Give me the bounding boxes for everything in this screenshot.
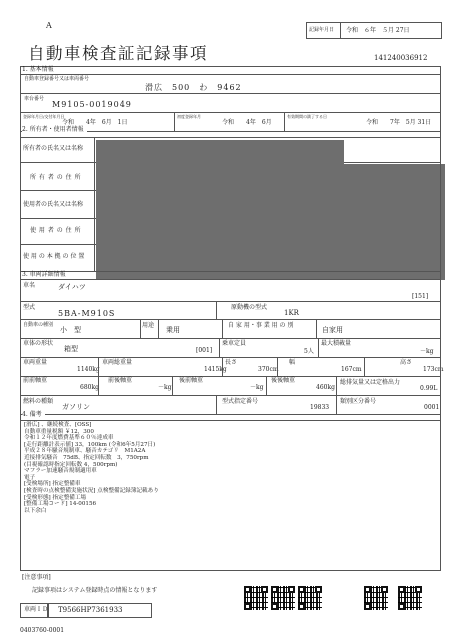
engine-type-label: 原動機の型式 (231, 304, 268, 311)
max-load-label: 最大積載量 (321, 340, 352, 347)
registration-number-value: 滑広 500 わ 9462 (145, 83, 242, 92)
chassis-number-value: M9105-0019049 (52, 100, 132, 109)
body-shape-value: 箱型 (64, 345, 78, 353)
remarks-line: 電子 (24, 474, 36, 481)
base-location-label: 使 用 の 本 拠 の 位 置 (23, 253, 85, 260)
qr-code-icon (298, 586, 322, 610)
remarks-line: 近接排気騒音 75dB、指定回転数 3，750rpm (24, 454, 149, 461)
user-name-label: 使用者の氏名又は名称 (23, 201, 84, 208)
page-title: 自動車検査証記録事項 (28, 44, 208, 63)
capacity-label: 乗車定員 (222, 340, 247, 347)
model-value: 5BA-M910S (58, 309, 116, 318)
remarks-block (24, 422, 159, 514)
remarks-line: [受検形態] 指定整備工場 (24, 494, 87, 501)
remarks-line: 以下余白 (24, 507, 47, 514)
use-label: 用途 (142, 322, 155, 329)
expiry-label: 有効期間の満了する日 (287, 114, 327, 119)
qr-code-icon (244, 586, 268, 610)
header-mark: A (46, 21, 52, 30)
remarks-line: [検査時の点検整備実施状況] 点検整備記録簿記載あり (24, 487, 159, 494)
rear-rear-axle-label: 後後軸重 (271, 377, 296, 384)
body-shape-code: [001] (196, 347, 213, 354)
body-shape-label: 車体の形状 (23, 340, 54, 347)
height-label: 高さ (400, 359, 413, 366)
notes-label: [注意事項] (22, 574, 51, 581)
remarks-line: 自動車重量税額 ￥12，300 (24, 428, 94, 435)
capacity-value: 5人 (304, 348, 314, 355)
vehicle-kind-label: 自動車の種別 (23, 322, 54, 328)
type-designation-label: 型式指定番号 (222, 398, 259, 405)
remarks-line: 平成２８年騒音規制車、騒音カテゴリ M1A2A (24, 448, 146, 455)
vehicle-kind-value: 小 型 (60, 326, 81, 334)
displacement-label: 総排気量又は定格出力 (340, 379, 401, 386)
record-date-value: 令和 ６年 ５月 27日 (346, 27, 410, 34)
qr-code-icon (398, 586, 422, 610)
front-front-axle-value: 680kg (80, 384, 99, 391)
maker-label: 車名 (23, 282, 36, 289)
height-value: 173cm (423, 366, 444, 373)
section-vehicle-heading: 3. 車両詳細情報 (22, 272, 69, 278)
private-business-label: 自 家 用・事 業 用 の 別 (228, 322, 294, 329)
owner-address-label: 所 有 者 の 住 所 (30, 174, 82, 181)
section-basic-heading: 1. 基本情報 (22, 66, 54, 73)
qr-code-icon (271, 586, 295, 610)
record-date-label: 記録年月日 (309, 27, 335, 33)
classification-value: 0001 (424, 404, 440, 411)
redaction-owner-name (96, 140, 344, 164)
fuel-type-value: ガソリン (62, 403, 90, 411)
redaction-owner-user-details (96, 164, 445, 280)
remarks-line: [受検場所] 指定整備車 (24, 481, 81, 488)
car-id-value: T9566HP7361933 (58, 606, 123, 614)
remarks-line: [整備工場コード] 14-00156 (24, 501, 97, 508)
gross-weight-label: 車両総重量 (102, 359, 133, 366)
maker-value: ダイハツ (58, 283, 86, 291)
front-front-axle-label: 前前軸重 (23, 377, 48, 384)
qr-code-icon (364, 586, 388, 610)
rear-rear-axle-value: 460kg (316, 384, 335, 391)
gross-weight-value: 1415kg (204, 366, 227, 373)
maker-code: [151] (412, 293, 429, 300)
model-label: 型式 (23, 304, 36, 311)
first-registration-label: 登録年月日/交付年月日 (23, 114, 65, 119)
fuel-type-label: 燃料の種類 (23, 398, 54, 405)
classification-label: 類別区分番号 (340, 398, 377, 405)
front-rear-axle-label: 前後軸重 (108, 377, 133, 384)
displacement-value: 0.99L (420, 385, 438, 392)
width-value: 167cm (341, 366, 362, 373)
vehicle-weight-value: 1140kg (77, 366, 100, 373)
registration-number-label: 自動車登録番号又は車両番号 (24, 76, 90, 82)
front-rear-axle-value: －kg (158, 384, 172, 391)
initial-registration-value: 令和 4年 6月 (222, 119, 272, 126)
length-value: 370cm (258, 366, 279, 373)
bottom-number: 0403760-0001 (20, 627, 65, 634)
section-owner-heading: 2. 所有者・使用者情報 (22, 127, 87, 133)
expiry-value: 令和 7年 5月 31日 (366, 119, 432, 126)
private-business-value: 自家用 (322, 326, 343, 334)
engine-type-value: 1KR (284, 309, 299, 317)
length-label: 長さ (225, 359, 238, 366)
document-number: 141240036912 (374, 54, 428, 62)
remarks-line: (目視確認時指定回転数 4，500rpm) (24, 461, 118, 468)
user-address-label: 使 用 者 の 住 所 (30, 227, 82, 234)
remarks-line: [走行距離計表示値] 33，100km (令和6年5月27日) (24, 441, 156, 448)
width-label: 幅 (289, 359, 296, 366)
chassis-number-label: 車台番号 (24, 96, 45, 102)
notes-text: 記録事項はシステム登録時点の情報となります (32, 587, 158, 594)
owner-name-label: 所有者の氏名又は名称 (23, 145, 84, 152)
rear-front-axle-value: －kg (250, 384, 264, 391)
remarks-line: [滑広] 、継続検査、[OSS] (24, 422, 92, 428)
use-value: 乗用 (166, 326, 180, 334)
rear-front-axle-label: 後前軸重 (179, 377, 204, 384)
initial-registration-label: 初度登録年月 (177, 114, 201, 119)
section-remarks-heading: 4. 備考 (22, 412, 45, 418)
car-id-label: 車両ＩＤ (24, 606, 49, 613)
vehicle-weight-label: 車両重量 (23, 359, 48, 366)
remarks-line: 令和１２年度燃費基準６０％達成車 (24, 435, 114, 442)
type-designation-value: 19833 (310, 404, 330, 411)
first-registration-value: 令和 4年 6月 1日 (62, 119, 128, 126)
max-load-value: －kg (420, 348, 434, 355)
remarks-line: マフラー加速騒音規制適用車 (24, 468, 97, 475)
